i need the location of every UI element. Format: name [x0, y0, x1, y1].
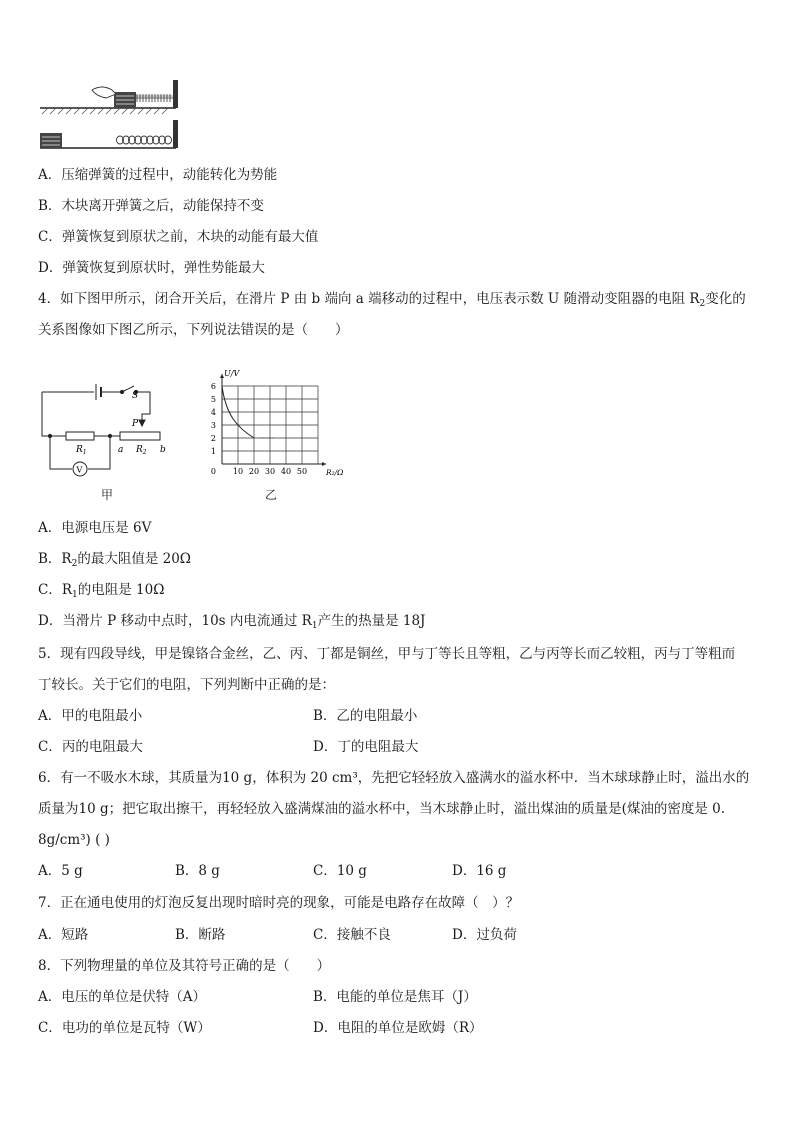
q8-option-a: A．电压的单位是伏特（A）	[38, 989, 206, 1005]
q6-stem-line1: 6．有一不吸水木球，其质量为10 g，体积为 20 cm³，先把它轻轻放入盛满水的溢水杯中．当木球球静止时，溢出水的	[38, 770, 750, 786]
q4-option-a: A．电源电压是 6V	[38, 520, 152, 536]
x-tick: 10	[232, 467, 244, 476]
q4-option-d: D．当滑片 P 移动中点时，10s 内电流通过 $R_1$产生的热量是 18J	[38, 613, 426, 631]
y-tick: 1	[210, 447, 216, 456]
figure-jia-caption: 甲	[101, 488, 114, 502]
voltmeter-label: V	[76, 465, 83, 475]
y-tick: 2	[210, 434, 216, 443]
q8-option-c: C．电功的单位是瓦特（W）	[38, 1020, 211, 1036]
q8-option-d: D．电阻的单位是欧姆（R）	[313, 1020, 483, 1036]
q7-stem: 7．正在通电使用的灯泡反复出现时暗时亮的现象，可能是电路存在故障（ ）？	[38, 895, 520, 911]
q8-option-b: B．电能的单位是焦耳（J）	[313, 989, 477, 1005]
q4-option-b: B．$R_2$的最大阻值是 20Ω	[38, 551, 191, 569]
spring-block-figure	[36, 78, 186, 158]
x-tick: 30	[264, 467, 276, 476]
q7-option-b: B．断路	[175, 927, 226, 943]
q5-option-b: B．乙的电阻最小	[313, 708, 418, 724]
label-b: b	[160, 445, 166, 455]
q4-option-c: C．$R_1$的电阻是 10Ω	[38, 582, 165, 600]
q6-stem-line3: 8g/cm³) ( )	[38, 832, 110, 848]
q5-option-d: D．丁的电阻最大	[313, 739, 419, 755]
q3-option-c: C．弹簧恢复到原状之前，木块的动能有最大值	[38, 229, 319, 245]
q6-stem-line2: 质量为10 g；把它取出擦干，再轻轻放入盛满煤油的溢水杯中，当木球静止时，溢出煤油的质量是(煤油的密度是 0.	[38, 801, 726, 817]
x-tick: 50	[296, 467, 308, 476]
y-tick: 4	[210, 408, 216, 417]
label-r1: $R_1$	[76, 445, 87, 456]
x-axis-label: R₂/Ω	[326, 468, 344, 477]
q3-option-d: D．弹簧恢复到原状时，弹性势能最大	[38, 260, 265, 276]
x-tick: 40	[280, 467, 292, 476]
y-tick: 3	[210, 421, 216, 430]
q5-stem-line1: 5．现有四段导线，甲是镍铬合金丝，乙、丙、丁都是铜丝，甲与丁等长且等粗，乙与丙等长而乙较粗，丙与丁等粗而	[38, 646, 736, 662]
q7-option-c: C．接触不良	[313, 927, 391, 943]
graph-yi	[202, 366, 352, 482]
y-tick: 0	[210, 467, 216, 476]
q7-option-d: D．过负荷	[452, 927, 517, 943]
figure-yi-caption: 乙	[265, 488, 278, 502]
q5-option-c: C．丙的电阻最大	[38, 739, 143, 755]
q5-stem-line2: 丁较长。关于它们的电阻，下列判断中正确的是：	[38, 677, 335, 693]
q6-option-b: B．8 g	[175, 863, 220, 879]
y-axis-label: U/V	[224, 369, 240, 378]
q4-stem-line1: 4．如下图甲所示，闭合开关后，在滑片 P 由 b 端向 a 端移动的过程中，电压表示数 U 随滑动变阻器的电阻 $R_2$变化的	[38, 291, 746, 309]
q6-option-d: D．16 g	[452, 863, 507, 879]
q7-option-a: A．短路	[38, 927, 89, 943]
label-a: a	[118, 445, 124, 455]
q3-option-a: A．压缩弹簧的过程中，动能转化为势能	[38, 167, 278, 183]
q6-option-a: A．5 g	[38, 863, 83, 879]
circuit-diagram-jia	[36, 374, 176, 484]
label-slider-p: P	[132, 419, 139, 429]
y-tick: 5	[210, 395, 216, 404]
q5-option-a: A．甲的电阻最小	[38, 708, 143, 724]
q3-option-b: B．木块离开弹簧之后，动能保持不变	[38, 198, 264, 214]
compressed-spring-scene	[40, 80, 178, 114]
y-tick: 6	[210, 382, 216, 391]
x-tick: 20	[248, 467, 260, 476]
released-spring-scene	[40, 120, 178, 148]
q4-stem-line2: 关系图像如下图乙所示，下列说法错误的是（ ）	[38, 322, 349, 338]
q8-stem: 8．下列物理量的单位及其符号正确的是（ ）	[38, 958, 331, 974]
q6-option-c: C．10 g	[313, 863, 367, 879]
label-switch-s: S	[132, 391, 139, 401]
label-r2: $R_2$	[136, 445, 147, 456]
